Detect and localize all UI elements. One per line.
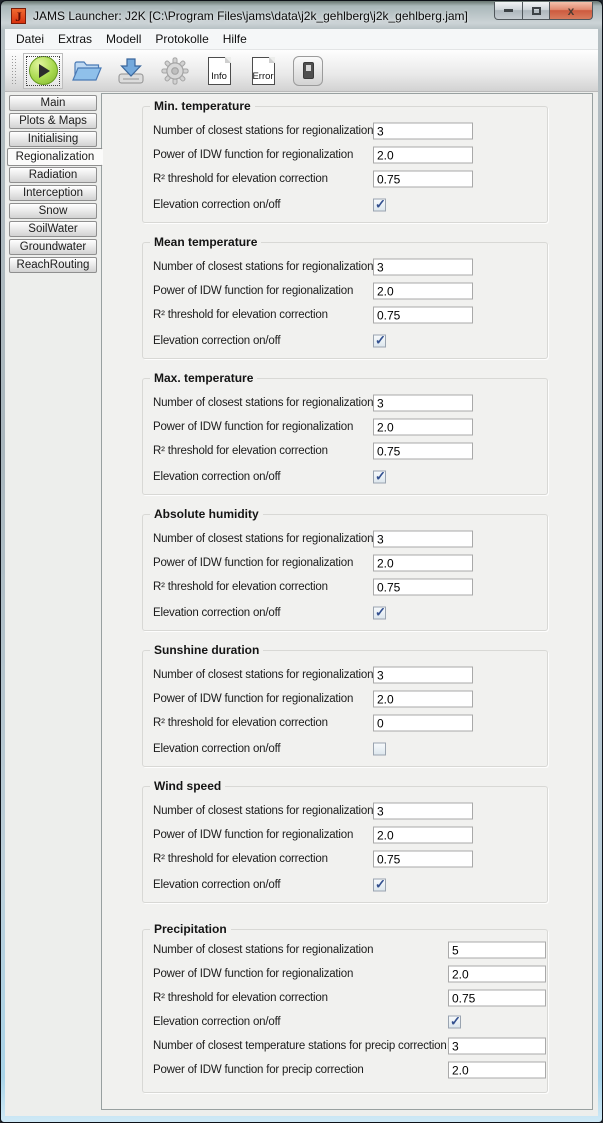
menu-datei[interactable]: Datei [16,32,45,46]
section-precipitation [142,922,548,1093]
field-label: Power of IDW function for regionalization [153,285,354,297]
field-label: R² threshold for elevation correction [153,581,328,593]
elevation-correction-checkbox[interactable] [373,199,386,212]
field-label: Number of closest stations for regionalization [153,261,374,273]
gear-icon [160,56,190,86]
field-label: Elevation correction on/off [153,471,281,483]
section-absolute-humidity [142,507,548,631]
elevation-correction-checkbox[interactable] [373,607,386,620]
section-sunshine-duration [142,643,548,767]
info-document-icon [208,57,231,85]
closest-stations-input[interactable] [448,942,546,959]
field-label: Number of closest stations for regionalization [153,397,374,409]
device-icon [303,62,314,79]
maximize-icon [532,7,541,15]
open-folder-icon [71,57,103,85]
idw-power-input[interactable] [373,691,473,708]
info-doc-label: Info [211,70,227,82]
field-label: Power of IDW function for regionalization [153,829,354,841]
idw-power-input[interactable] [373,555,473,572]
field-label: R² threshold for elevation correction [153,173,328,185]
field-label: Power of IDW function for regionalization [153,968,354,980]
idw-power-input[interactable] [373,147,473,164]
r2-threshold-input[interactable] [373,307,473,324]
section-mean-temperature [142,235,548,359]
title-bar[interactable] [2,2,601,29]
regionalization-panel [101,93,593,1110]
error-doc-label: Error [252,70,274,82]
sidebar-item-plots-maps[interactable]: Plots & Maps [9,113,97,129]
info-log-button[interactable] [199,53,239,89]
closest-stations-input[interactable] [373,395,473,412]
field-label: Power of IDW function for regionalization [153,149,354,161]
field-label: Number of closest stations for regionalization [153,125,374,137]
close-icon: x [567,3,575,18]
field-label: Number of closest stations for regionalization [153,805,374,817]
idw-power-input[interactable] [373,419,473,436]
window-title: JAMS Launcher: J2K [C:\Program Files\jams\data\j2k_gehlberg\j2k_gehlberg.jam] [33,9,468,23]
elevation-correction-checkbox[interactable] [448,1016,461,1029]
sidebar-item-radiation[interactable]: Radiation [9,167,97,183]
idw-power-input[interactable] [373,827,473,844]
r2-threshold-input[interactable] [448,990,546,1007]
sidebar-item-regionalization[interactable]: Regionalization [7,148,103,166]
menu-bar [5,29,598,50]
window-controls [494,2,593,20]
r2-threshold-input[interactable] [373,171,473,188]
minimize-button[interactable] [494,2,523,20]
field-label: Elevation correction on/off [153,607,281,619]
elevation-correction-checkbox[interactable] [373,743,386,756]
toolbar-drag-handle[interactable] [11,56,17,86]
content-area [5,92,598,1117]
closest-stations-input[interactable] [373,531,473,548]
toolbar [5,50,598,92]
close-button[interactable] [550,2,593,20]
field-label: Power of IDW function for regionalization [153,557,354,569]
minimize-icon [504,9,513,12]
section-title: Min. temperature [150,99,255,113]
field-label: Power of IDW function for regionalization [153,693,354,705]
section-wind-speed [142,779,548,903]
field-label: Elevation correction on/off [153,199,281,211]
section-title: Precipitation [150,922,231,936]
r2-threshold-input[interactable] [373,579,473,596]
section-max-temperature [142,371,548,495]
menu-extras[interactable]: Extras [58,32,93,46]
settings-button[interactable] [155,53,195,89]
r2-threshold-input[interactable] [373,851,473,868]
field-label: R² threshold for elevation correction [153,853,328,865]
section-title: Mean temperature [150,235,261,249]
section-title: Sunshine duration [150,643,263,657]
save-button[interactable] [111,53,151,89]
run-model-button[interactable] [23,53,63,89]
app-logo-icon: J [11,8,26,24]
idw-power-input[interactable] [448,966,546,983]
sidebar-item-initialising[interactable]: Initialising [9,131,97,147]
play-icon [29,56,58,85]
elevation-correction-checkbox[interactable] [373,879,386,892]
idw-power-input[interactable] [373,283,473,300]
field-label: Number of closest stations for regionalization [153,533,374,545]
section-min-temperature [142,99,548,223]
section-title: Max. temperature [150,371,257,385]
elevation-correction-checkbox[interactable] [373,335,386,348]
field-label: R² threshold for elevation correction [153,309,328,321]
field-label: Elevation correction on/off [153,879,281,891]
precip-temp-stations-input[interactable] [448,1038,546,1055]
field-label: Number of closest stations for regionalization [153,944,374,956]
sidebar-item-reachrouting[interactable]: ReachRouting [9,257,97,273]
r2-threshold-input[interactable] [373,443,473,460]
section-title: Absolute humidity [150,507,263,521]
field-label: Elevation correction on/off [153,743,281,755]
sidebar-item-soilwater[interactable]: SoilWater [9,221,97,237]
section-title: Wind speed [150,779,225,793]
error-document-icon [252,57,275,85]
menu-hilfe[interactable]: Hilfe [222,32,247,46]
sidebar-item-main[interactable]: Main [9,95,97,111]
field-label: Number of closest stations for regionalization [153,669,374,681]
field-label: Elevation correction on/off [153,335,281,347]
closest-stations-input[interactable] [373,667,473,684]
menu-modell[interactable]: Modell [106,32,142,46]
closest-stations-input[interactable] [373,803,473,820]
field-label: Power of IDW function for regionalization [153,421,354,433]
field-label: R² threshold for elevation correction [153,445,328,457]
client-area [5,29,598,1116]
field-label: Power of IDW function for precip correction [153,1064,364,1076]
sidebar-item-interception[interactable]: Interception [9,185,97,201]
closest-stations-input[interactable] [373,259,473,276]
sidebar-item-groundwater[interactable]: Groundwater [9,239,97,255]
open-button[interactable] [67,53,107,89]
field-label: Elevation correction on/off [153,1016,281,1028]
r2-threshold-input[interactable] [373,715,473,732]
sidebar-item-snow[interactable]: Snow [9,203,97,219]
field-label: R² threshold for elevation correction [153,717,328,729]
field-label: Number of closest temperature stations for precip correction [153,1040,447,1052]
closest-stations-input[interactable] [373,123,473,140]
elevation-correction-checkbox[interactable] [373,471,386,484]
save-download-icon [115,56,147,86]
precip-idw-power-input[interactable] [448,1062,546,1079]
model-window-button[interactable] [293,56,323,86]
menu-protokolle[interactable]: Protokolle [155,32,209,46]
maximize-button[interactable] [523,2,550,20]
field-label: R² threshold for elevation correction [153,992,328,1004]
error-log-button[interactable] [243,53,283,89]
